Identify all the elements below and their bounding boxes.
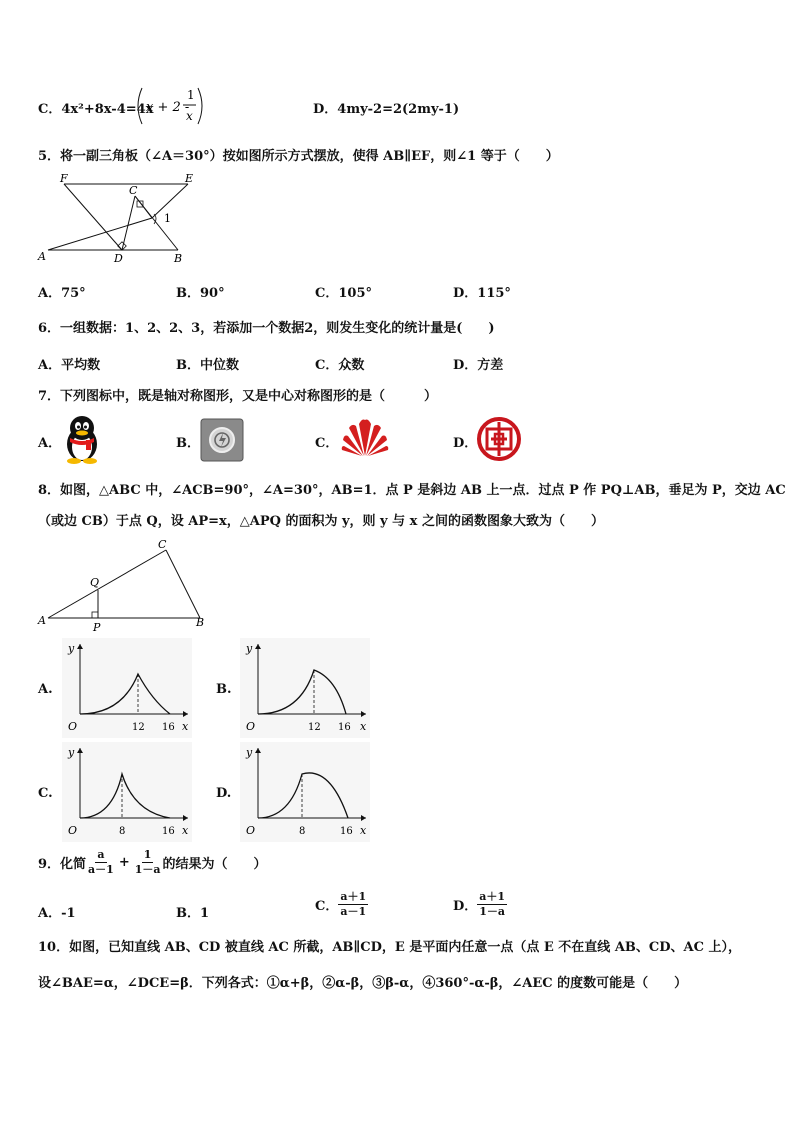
q4-option-c-bracket: [130, 84, 210, 128]
q5-option-c: C．105°: [315, 286, 372, 301]
svg-text:A: A: [38, 250, 46, 263]
q10-stem-line2: 设∠BAE=α，∠DCE=β．下列各式：①α+β，②α-β，③β-α，④360°-α-β，∠AEC 的度数可能是（ ）: [38, 976, 688, 991]
svg-text:B: B: [196, 616, 205, 629]
svg-text:x: x: [182, 720, 189, 733]
q4-option-c: C．4x²+8x-4=4x: [38, 102, 154, 117]
q9-option-b: B．1: [176, 906, 210, 921]
q8-stem-line1: 8．如图，△ABC 中，∠ACB=90°，∠A=30°，AB=1．点 P 是斜边 AB 上一点．过点 P 作 PQ⊥AB，垂足为 P，交边 AC: [38, 483, 786, 498]
svg-text:12: 12: [308, 722, 321, 733]
q8-graph-a: [62, 638, 192, 738]
svg-text:B: B: [174, 252, 183, 265]
q8-option-a: A.: [38, 682, 53, 697]
svg-text:x: x: [360, 720, 367, 733]
q8-option-c: C.: [38, 786, 53, 801]
q9-option-a: A．-1: [38, 906, 76, 921]
q9-option-d: D． $\frac{a+1}{1-a}$: [453, 890, 506, 918]
q9-fraction-1: $\frac{a}{a-1}$: [88, 848, 114, 876]
q9-option-c: C． $\frac{a+1}{a-1}$: [315, 890, 367, 918]
q5-figure: [36, 170, 206, 268]
svg-text:O: O: [68, 720, 78, 733]
svg-text:12: 12: [132, 722, 145, 733]
svg-text:16: 16: [162, 722, 175, 733]
q4-option-d: D．4my-2=2(2my-1): [313, 102, 460, 117]
q8-graph-d: [240, 742, 370, 842]
svg-text:x: x: [360, 824, 367, 837]
svg-text:F: F: [60, 172, 68, 185]
power-button-icon: [200, 418, 244, 462]
q6-option-c: C．众数: [315, 358, 365, 373]
q5-option-a: A．75°: [38, 286, 86, 301]
q8-option-d: D.: [216, 786, 232, 801]
q4-frac-den: x: [186, 109, 193, 123]
q7-option-d: D．: [453, 436, 478, 451]
svg-text:16: 16: [340, 826, 353, 837]
q8-option-b: B.: [216, 682, 232, 697]
q6-option-d: D．方差: [453, 358, 504, 373]
bank-seal-icon: [476, 416, 522, 462]
q4-inner-left: x + 2 -: [146, 100, 190, 115]
svg-text:16: 16: [162, 826, 175, 837]
q6-option-a: A．平均数: [38, 358, 101, 373]
svg-text:y: y: [246, 746, 253, 759]
svg-text:O: O: [246, 824, 256, 837]
huawei-logo-icon: [340, 416, 390, 458]
q6-option-b: B．中位数: [176, 358, 239, 373]
svg-text:x: x: [182, 824, 189, 837]
q8-graph-b: [240, 638, 370, 738]
svg-text:A: A: [38, 614, 46, 627]
svg-text:1: 1: [164, 212, 171, 225]
svg-text:P: P: [93, 621, 101, 634]
q7-option-c: C．: [315, 436, 339, 451]
svg-text:8: 8: [299, 826, 306, 837]
q8-stem-line2: （或边 CB）于点 Q，设 AP=x，△APQ 的面积为 y，则 y 与 x 之间的函数图象大致为（ ）: [38, 514, 604, 529]
q7-option-a: A．: [38, 436, 62, 451]
svg-text:O: O: [246, 720, 256, 733]
q8-figure: [36, 536, 212, 634]
svg-text:O: O: [68, 824, 78, 837]
svg-text:E: E: [185, 172, 194, 185]
q10-stem-line1: 10．如图，已知直线 AB、CD 被直线 AC 所截，AB∥CD，E 是平面内任意一点（点 E 不在直线 AB、CD、AC 上），: [38, 940, 741, 955]
q9-stem: 9．化简 $\frac{a}{a-1}$ + $\frac{1}{1-a}$ 的结果为（ ）: [38, 848, 267, 876]
svg-text:Q: Q: [90, 576, 100, 589]
q7-stem: 7．下列图标中，既是轴对称图形，又是中心对称图形的是（ ）: [38, 389, 438, 404]
svg-text:y: y: [68, 746, 75, 759]
penguin-icon: [60, 414, 104, 464]
svg-text:y: y: [246, 642, 253, 655]
q4-frac-num: 1: [187, 88, 195, 102]
q5-stem: 5．将一副三角板（∠A＝30°）按如图所示方式摆放，使得 AB∥EF，则∠1 等于（ ）: [38, 149, 559, 164]
svg-text:16: 16: [338, 722, 351, 733]
svg-text:y: y: [68, 642, 75, 655]
q7-option-b: B．: [176, 436, 200, 451]
svg-text:C: C: [158, 538, 167, 551]
q6-stem: 6．一组数据：1、2、2、3，若添加一个数据2，则发生变化的统计量是( ): [38, 321, 495, 336]
q5-option-d: D．115°: [453, 286, 511, 301]
svg-text:8: 8: [119, 826, 126, 837]
q8-graph-c: [62, 742, 192, 842]
q5-option-b: B．90°: [176, 286, 225, 301]
svg-text:C: C: [129, 184, 138, 197]
q9-fraction-2: $\frac{1}{1-a}$: [134, 848, 161, 876]
svg-text:D: D: [114, 252, 123, 265]
